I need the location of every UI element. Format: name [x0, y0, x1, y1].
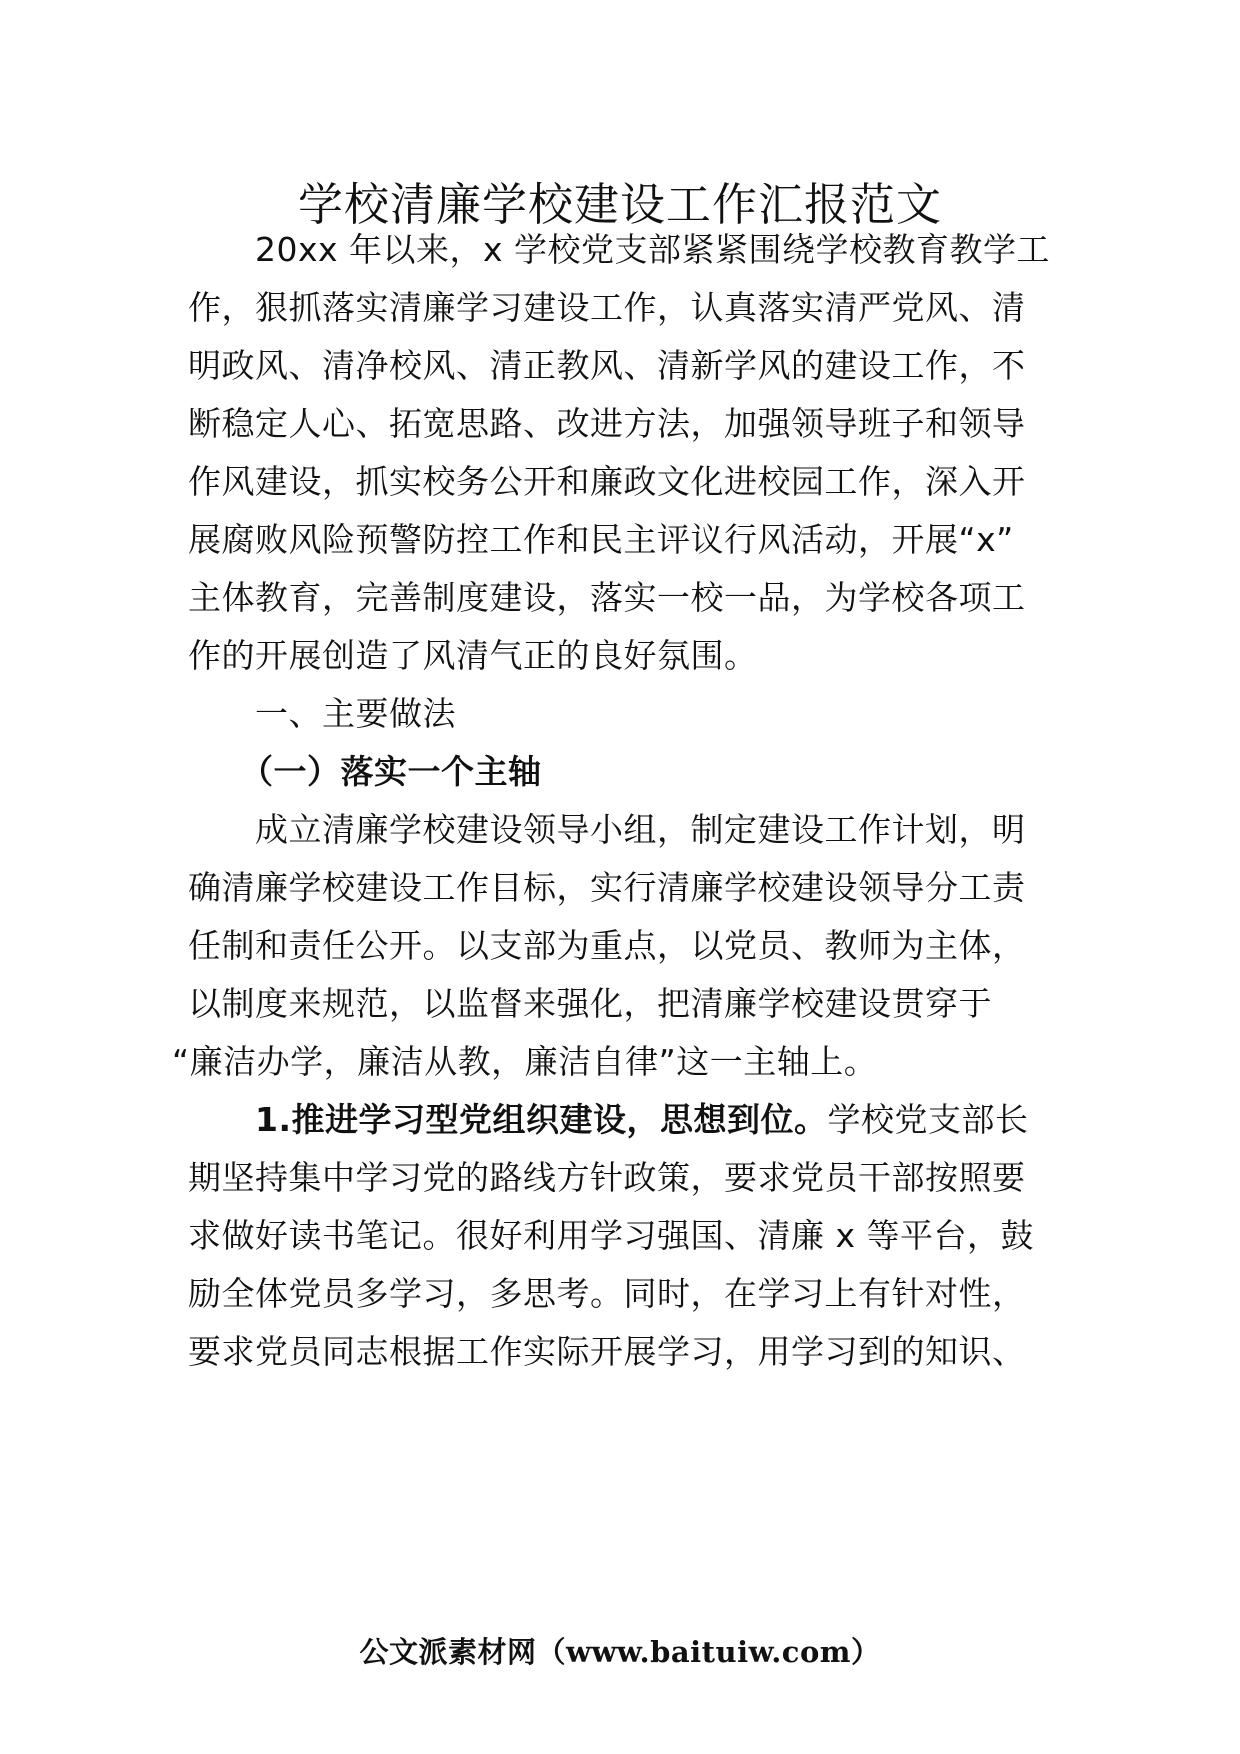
- intro-line: 作，狠抓落实清廉学习建设工作，认真落实清严党风、清: [188, 288, 1026, 327]
- item1-lead-rest: 学校党支部长: [827, 1100, 1029, 1139]
- item1-line: 求做好读书笔记。很好利用学习强国、清廉 x 等平台，鼓: [188, 1216, 1035, 1255]
- intro-line: 作的开展创造了风清气正的良好氛围。: [188, 636, 758, 675]
- item1-line: 要求党员同志根据工作实际开展学习，用学习到的知识、: [188, 1332, 1026, 1371]
- footer-source: 公文派素材网（www.baituiw.com）: [359, 1635, 881, 1669]
- section-heading: 一、主要做法: [255, 694, 456, 733]
- subsection-heading: （一）落实一个主轴: [240, 752, 542, 791]
- section1-line: 成立清廉学校建设领导小组，制定建设工作计划，明: [255, 810, 1026, 849]
- intro-line: 作风建设，抓实校务公开和廉政文化进校园工作，深入开: [188, 462, 1026, 501]
- intro-line: 断稳定人心、拓宽思路、改进方法，加强领导班子和领导: [188, 404, 1026, 443]
- item1-line: 励全体党员多学习，多思考。同时，在学习上有针对性，: [188, 1274, 1026, 1313]
- intro-line: 20xx 年以来，x 学校党支部紧紧围绕学校教育教学工: [255, 230, 1051, 269]
- intro-line: 主体教育，完善制度建设，落实一校一品，为学校各项工: [188, 578, 1026, 617]
- intro-line: 展腐败风险预警防控工作和民主评议行风活动，开展“x”: [188, 520, 1014, 559]
- section1-line: 任制和责任公开。以支部为重点，以党员、教师为主体，: [188, 926, 1026, 965]
- section1-line: 确清廉学校建设工作目标，实行清廉学校建设领导分工责: [188, 868, 1026, 907]
- section1-line: “廉洁办学，廉洁从教，廉洁自律”这一主轴上。: [172, 1042, 878, 1081]
- item1-line: 期坚持集中学习党的路线方针政策，要求党员干部按照要: [188, 1158, 1026, 1197]
- item1-bold-lead: 1.推进学习型党组织建设，思想到位。: [255, 1100, 828, 1139]
- intro-line: 明政风、清净校风、清正教风、清新学风的建设工作，不: [188, 346, 1026, 385]
- section1-line: 以制度来规范，以监督来强化，把清廉学校建设贯穿于: [188, 984, 992, 1023]
- document-title: 学校清廉学校建设工作汇报范文: [297, 178, 942, 231]
- item1-first-line: [255, 1098, 1029, 1142]
